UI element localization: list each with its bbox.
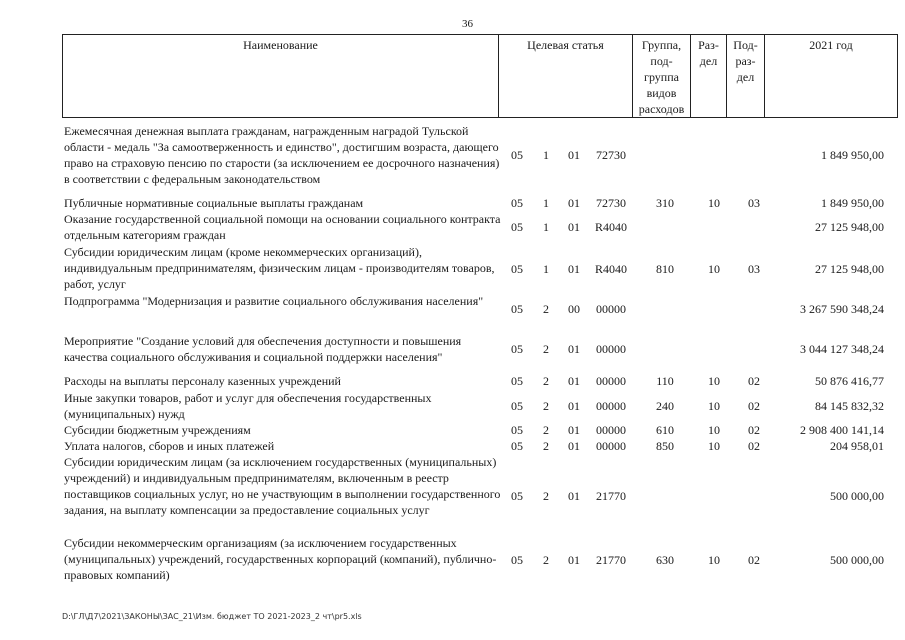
row-section: 10: [708, 553, 720, 567]
page-number: 36: [462, 18, 473, 30]
header-year: 2021 год: [765, 35, 898, 118]
row-code-event: 01: [568, 220, 580, 234]
row-name: Расходы на выплаты персоналу казенных учреждений: [64, 374, 341, 388]
row-amount: 3 267 590 348,24: [800, 302, 884, 316]
row-group: 850: [656, 439, 674, 453]
row-code-event: 01: [568, 399, 580, 413]
row-code-program: 05: [511, 196, 523, 210]
row-group: 310: [656, 196, 674, 210]
row-code-direction: 72730: [596, 148, 626, 162]
file-path-footer: D:\ГЛ\Д7\2021\ЗАКОНЫ\ЗАС_21\Изм. бюджет ТО 2021-2023_2 чт\pr5.xls: [62, 612, 362, 621]
row-section: 10: [708, 374, 720, 388]
row-name: Подпрограмма "Модернизация и развитие социального обслуживания населения": [64, 294, 484, 308]
row-subsection: 02: [748, 423, 760, 437]
row-name: Субсидии юридическим лицам (за исключением государственных (муниципальных) учреждений) и индивидуальным предпринимателям, включенным в реестр поставщиков социальных услуг, но не участвующим в выполнении государственного задания, на выплату компенсации за предоставление социальных услуг: [64, 455, 501, 517]
row-code-direction: 00000: [596, 399, 626, 413]
row-code-program: 05: [511, 220, 523, 234]
row-code-direction: R4040: [594, 220, 627, 234]
header-target-article: Целевая статья: [499, 35, 633, 118]
row-code-event: 01: [568, 148, 580, 162]
header-section: Раз- дел: [691, 35, 727, 118]
row-amount: 84 145 832,32: [815, 399, 884, 413]
table-header: [62, 34, 898, 118]
row-code-event: 01: [568, 553, 580, 567]
row-code-subprogram: 2: [543, 439, 549, 453]
row-code-program: 05: [511, 399, 523, 413]
row-code-direction: 21770: [596, 553, 626, 567]
row-group: 240: [656, 399, 674, 413]
row-code-subprogram: 1: [543, 196, 549, 210]
row-code-subprogram: 2: [543, 553, 549, 567]
row-subsection: 03: [748, 196, 760, 210]
row-code-program: 05: [511, 374, 523, 388]
row-code-subprogram: 1: [543, 262, 549, 276]
row-code-direction: 21770: [596, 489, 626, 503]
row-code-event: 01: [568, 423, 580, 437]
row-code-event: 01: [568, 342, 580, 356]
row-group: 810: [656, 262, 674, 276]
row-group: 610: [656, 423, 674, 437]
row-code-program: 05: [511, 423, 523, 437]
row-section: 10: [708, 423, 720, 437]
row-amount: 27 125 948,00: [815, 220, 884, 234]
row-code-subprogram: 1: [543, 220, 549, 234]
row-amount: 500 000,00: [830, 553, 884, 567]
row-code-direction: 00000: [596, 423, 626, 437]
row-code-subprogram: 2: [543, 399, 549, 413]
row-group: 630: [656, 553, 674, 567]
row-code-direction: 72730: [596, 196, 626, 210]
row-code-program: 05: [511, 342, 523, 356]
row-name: Уплата налогов, сборов и иных платежей: [64, 439, 275, 453]
row-code-subprogram: 2: [543, 302, 549, 316]
row-amount: 1 849 950,00: [821, 148, 884, 162]
row-code-direction: 00000: [596, 439, 626, 453]
row-amount: 204 958,01: [830, 439, 884, 453]
row-subsection: 03: [748, 262, 760, 276]
row-code-event: 01: [568, 262, 580, 276]
row-code-event: 01: [568, 196, 580, 210]
row-code-direction: R4040: [594, 262, 627, 276]
row-amount: 3 044 127 348,24: [800, 342, 884, 356]
row-code-program: 05: [511, 148, 523, 162]
row-code-event: 00: [568, 302, 580, 316]
row-section: 10: [708, 262, 720, 276]
row-name: Мероприятие "Создание условий для обеспечения доступности и повышения качества социального обслуживания и социальной поддержки населения": [64, 334, 462, 364]
row-amount: 500 000,00: [830, 489, 884, 503]
row-name: Субсидии некоммерческим организациям (за исключением государственных (муниципальных) учреждений, государственных корпораций (компаний), публично-правовых компаний): [64, 536, 497, 582]
row-code-program: 05: [511, 439, 523, 453]
row-subsection: 02: [748, 553, 760, 567]
row-code-program: 05: [511, 262, 523, 276]
row-section: 10: [708, 439, 720, 453]
row-code-event: 01: [568, 374, 580, 388]
row-code-event: 01: [568, 439, 580, 453]
row-code-direction: 00000: [596, 374, 626, 388]
row-code-direction: 00000: [596, 342, 626, 356]
row-name: Ежемесячная денежная выплата гражданам, награжденным наградой Тульской области - медаль "За самоотверженность и единство", достигшим возраста, дающего право на страховую пенсию по старости (за исключением ее досрочного назначения) в соответствии с федеральным законодательством: [64, 124, 500, 186]
row-code-program: 05: [511, 302, 523, 316]
row-amount: 1 849 950,00: [821, 196, 884, 210]
header-expense-group: Группа, под- группа видов расходов: [633, 35, 691, 118]
row-group: 110: [656, 374, 674, 388]
row-subsection: 02: [748, 399, 760, 413]
row-code-subprogram: 2: [543, 489, 549, 503]
row-subsection: 02: [748, 439, 760, 453]
row-section: 10: [708, 196, 720, 210]
row-amount: 50 876 416,77: [815, 374, 884, 388]
row-name: Оказание государственной социальной помощи на основании социального контракта отдельным категориям граждан: [64, 212, 501, 242]
row-name: Субсидии юридическим лицам (кроме некоммерческих организаций), индивидуальным предпринимателям, физическим лицам - производителям товаров, работ, услуг: [64, 245, 495, 291]
row-code-subprogram: 1: [543, 148, 549, 162]
row-name: Иные закупки товаров, работ и услуг для обеспечения государственных (муниципальных) нужд: [64, 391, 432, 421]
row-code-subprogram: 2: [543, 342, 549, 356]
row-name: Субсидии бюджетным учреждениям: [64, 423, 251, 437]
row-subsection: 02: [748, 374, 760, 388]
header-name: Наименование: [63, 35, 499, 118]
row-code-program: 05: [511, 553, 523, 567]
row-amount: 2 908 400 141,14: [800, 423, 884, 437]
row-section: 10: [708, 399, 720, 413]
row-amount: 27 125 948,00: [815, 262, 884, 276]
row-code-direction: 00000: [596, 302, 626, 316]
row-name: Публичные нормативные социальные выплаты гражданам: [64, 196, 364, 210]
row-code-subprogram: 2: [543, 374, 549, 388]
row-code-event: 01: [568, 489, 580, 503]
row-code-program: 05: [511, 489, 523, 503]
header-subsection: Под- раз- дел: [727, 35, 765, 118]
row-code-subprogram: 2: [543, 423, 549, 437]
